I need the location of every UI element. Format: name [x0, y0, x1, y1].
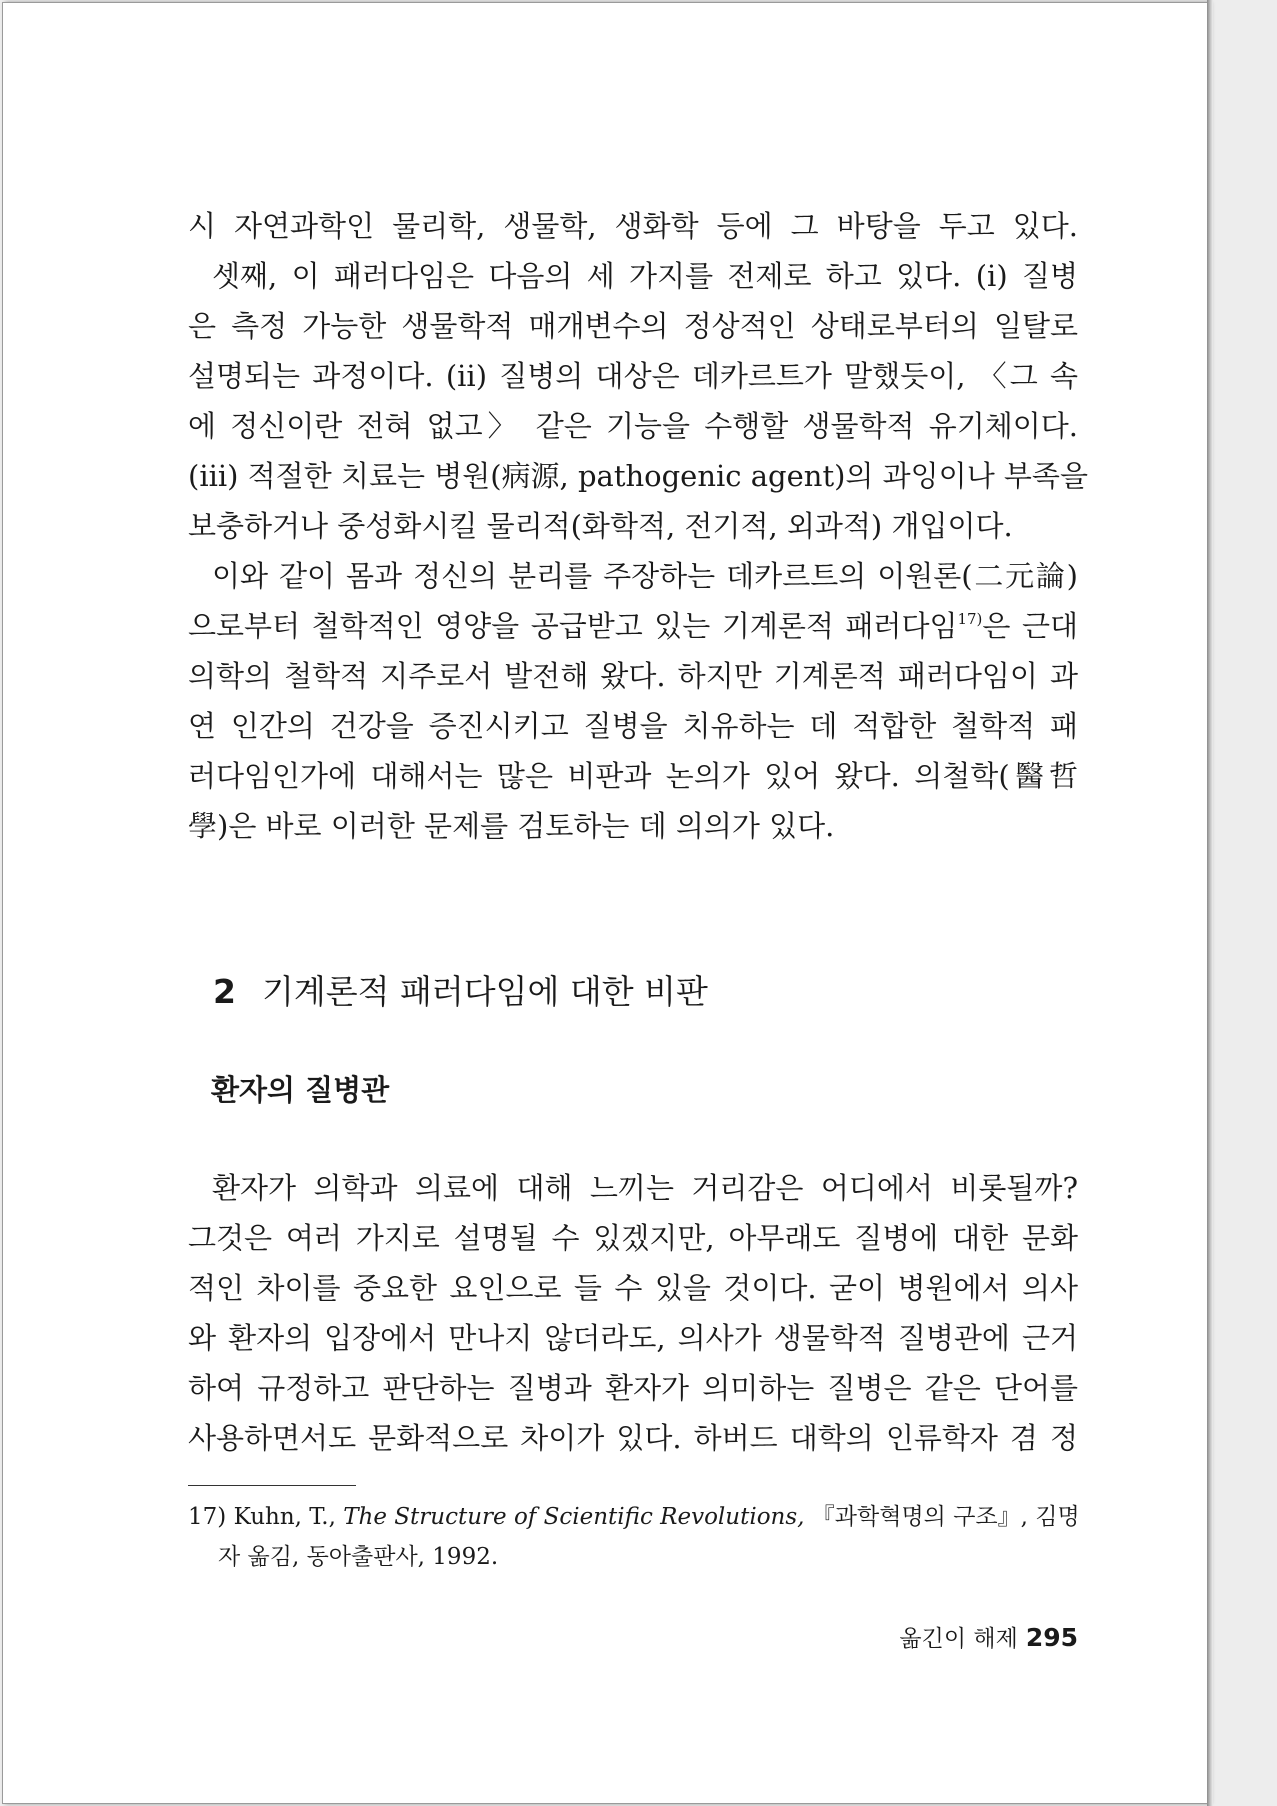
paragraph-1: [188, 201, 1088, 851]
text-line: 의학의 철학적 지주로서 발전해 왔다. 하지만 기계론적 패러다임이 과: [188, 659, 1078, 693]
paragraph-2: [188, 1163, 1078, 1463]
text-line: 적인 차이를 중요한 요인으로 들 수 있을 것이다. 굳이 병원에서 의사: [188, 1271, 1078, 1305]
text-line: 연 인간의 건강을 증진시키고 질병을 치유하는 데 적합한 철학적 패: [188, 709, 1078, 743]
text-line: 설명되는 과정이다. (ii) 질병의 대상은 데카르트가 말했듯이, 〈그 속: [188, 359, 1078, 393]
text-line: 그것은 여러 가지로 설명될 수 있겠지만, 아무래도 질병에 대한 문화: [188, 1221, 1078, 1255]
running-footer: [883, 1620, 1078, 1653]
footnote-author: Kuhn, T.,: [233, 1504, 336, 1530]
running-title: 옮긴이 해제: [899, 1626, 1018, 1652]
section-heading: [213, 966, 708, 1013]
text-line-with-footnote-ref: [188, 601, 1078, 651]
footnote-translation: 『과학혁명의 구조』, 김명: [811, 1504, 1080, 1530]
text-line: 사용하면서도 문화적으로 차이가 있다. 하버드 대학의 인류학자 겸 정: [188, 1421, 1078, 1455]
footnote-reference[interactable]: 17): [957, 610, 983, 628]
page-edge-shadow: [1207, 0, 1213, 1806]
text-line: 學)은 바로 이러한 문제를 검토하는 데 의의가 있다.: [188, 809, 835, 843]
text-line: 하여 규정하고 판단하는 질병과 환자가 의미하는 질병은 같은 단어를: [188, 1371, 1078, 1405]
subsection-heading: 환자의 질병관: [211, 1073, 390, 1107]
text-line: 은 측정 가능한 생물학적 매개변수의 정상적인 상태로부터의 일탈로: [188, 309, 1078, 343]
text-line: 이와 같이 몸과 정신의 분리를 주장하는 데카르트의 이원론(二元論): [212, 559, 1078, 593]
footnote: [188, 1497, 1078, 1577]
footnote-book-title: The Structure of Scientific Revolutions,: [343, 1504, 805, 1530]
text-line: (iii) 적절한 치료는 병원(病源, pathogenic agent)의 과잉이나 부족을: [188, 459, 1088, 493]
footnote-divider: [188, 1485, 356, 1486]
text-line: 러다임인가에 대해서는 많은 비판과 논의가 있어 왔다. 의철학(醫哲: [188, 759, 1078, 793]
footnote-line: [188, 1497, 1078, 1537]
text-line: 환자가 의학과 의료에 대해 느끼는 거리감은 어디에서 비롯될까?: [212, 1171, 1078, 1205]
text-line: 시 자연과학인 물리학, 생물학, 생화학 등에 그 바탕을 두고 있다.: [188, 209, 1078, 243]
text-segment: 은 근대: [982, 609, 1078, 643]
book-page: [2, 2, 1208, 1804]
footnote-line: 자 옮김, 동아출판사, 1992.: [218, 1544, 499, 1570]
text-line: 보충하거나 중성화시킬 물리적(화학적, 전기적, 외과적) 개입이다.: [188, 509, 1013, 543]
text-line: 와 환자의 입장에서 만나지 않더라도, 의사가 생물학적 질병관에 근거: [188, 1321, 1078, 1355]
text-line: 셋째, 이 패러다임은 다음의 세 가지를 전제로 하고 있다. (i) 질병: [212, 259, 1078, 293]
footnote-marker: 17): [188, 1504, 227, 1530]
page-number: 295: [1025, 1623, 1078, 1652]
section-title: 기계론적 패러다임에 대한 비판: [261, 972, 708, 1011]
text-line: 에 정신이란 전혀 없고〉 같은 기능을 수행할 생물학적 유기체이다.: [188, 409, 1078, 443]
section-number: 2: [213, 972, 236, 1011]
text-segment: 으로부터 철학적인 영양을 공급받고 있는 기계론적 패러다임: [188, 609, 958, 643]
